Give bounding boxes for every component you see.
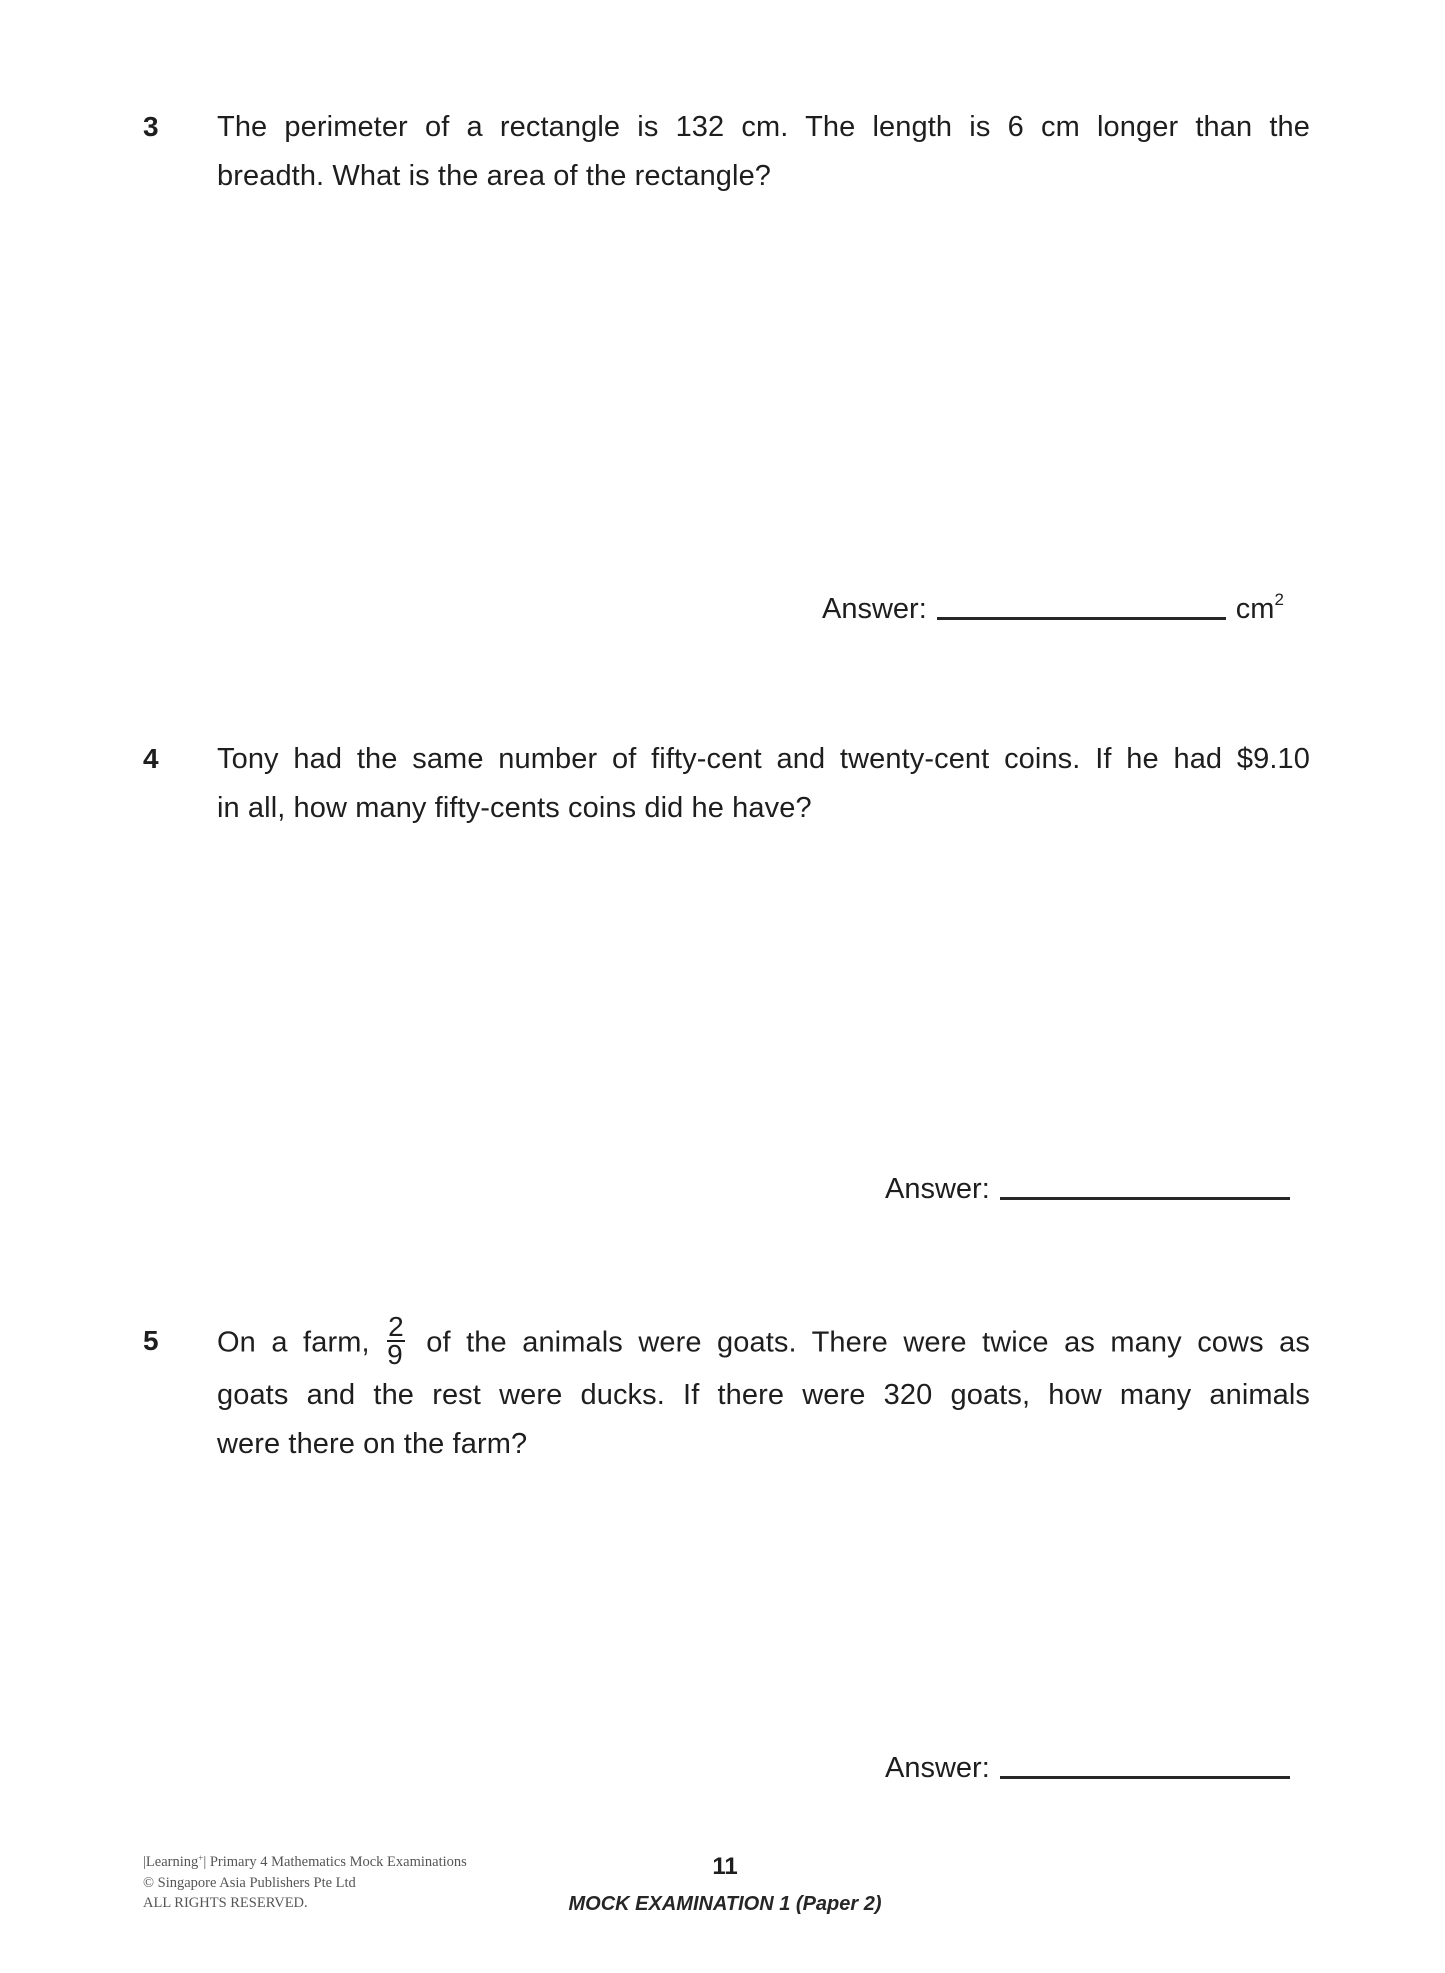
answer-label: Answer: — [885, 1173, 990, 1205]
question-line: breadth. What is the area of the rectangle? — [217, 159, 772, 192]
question-line: The perimeter of a rectangle is 132 cm. The length is 6 cm longer than the — [217, 111, 1310, 143]
question-text — [217, 103, 1310, 200]
question-line: goats and the rest were ducks. If there were 320 goats, how many animals — [217, 1379, 1310, 1411]
answer-row — [885, 1751, 1290, 1785]
rights-reserved: ALL RIGHTS RESERVED. — [143, 1895, 308, 1911]
exam-title: MOCK EXAMINATION 1 (Paper 2) — [568, 1893, 882, 1915]
fraction-numerator: 2 — [388, 1311, 404, 1342]
question-line: in all, how many fifty-cents coins did he have? — [217, 791, 812, 824]
page-number: 11 — [712, 1853, 738, 1880]
question-line: On a farm, $\frac{2}{9}$ of the animals were goats. There were twice as many cows as — [217, 1311, 1310, 1370]
question-line: Tony had the same number of fifty-cent and twenty-cent coins. If he had $9.10 — [217, 743, 1310, 775]
answer-label: Answer: — [885, 1752, 990, 1784]
question-text — [217, 1311, 1310, 1468]
answer-unit: $cm^2$ — [1235, 590, 1284, 625]
question-number: 5 — [143, 1325, 159, 1356]
fraction-denominator: 9 — [387, 1339, 403, 1370]
answer-label: Answer: — [822, 593, 927, 625]
answer-row — [885, 1172, 1290, 1206]
answer-blank[interactable] — [1000, 1197, 1290, 1200]
answer-blank[interactable] — [1000, 1776, 1290, 1779]
question-number: 3 — [143, 111, 159, 142]
publisher-series: |Learning+| Primary 4 Mathematics Mock Examinations — [143, 1853, 467, 1870]
answer-row — [822, 592, 1284, 626]
fraction — [387, 1311, 405, 1370]
copyright: © Singapore Asia Publishers Pte Ltd — [143, 1874, 356, 1891]
question-number: 4 — [143, 743, 159, 774]
answer-blank[interactable] — [937, 617, 1226, 620]
question-line: were there on the farm? — [217, 1427, 528, 1460]
question-text — [217, 735, 1310, 832]
